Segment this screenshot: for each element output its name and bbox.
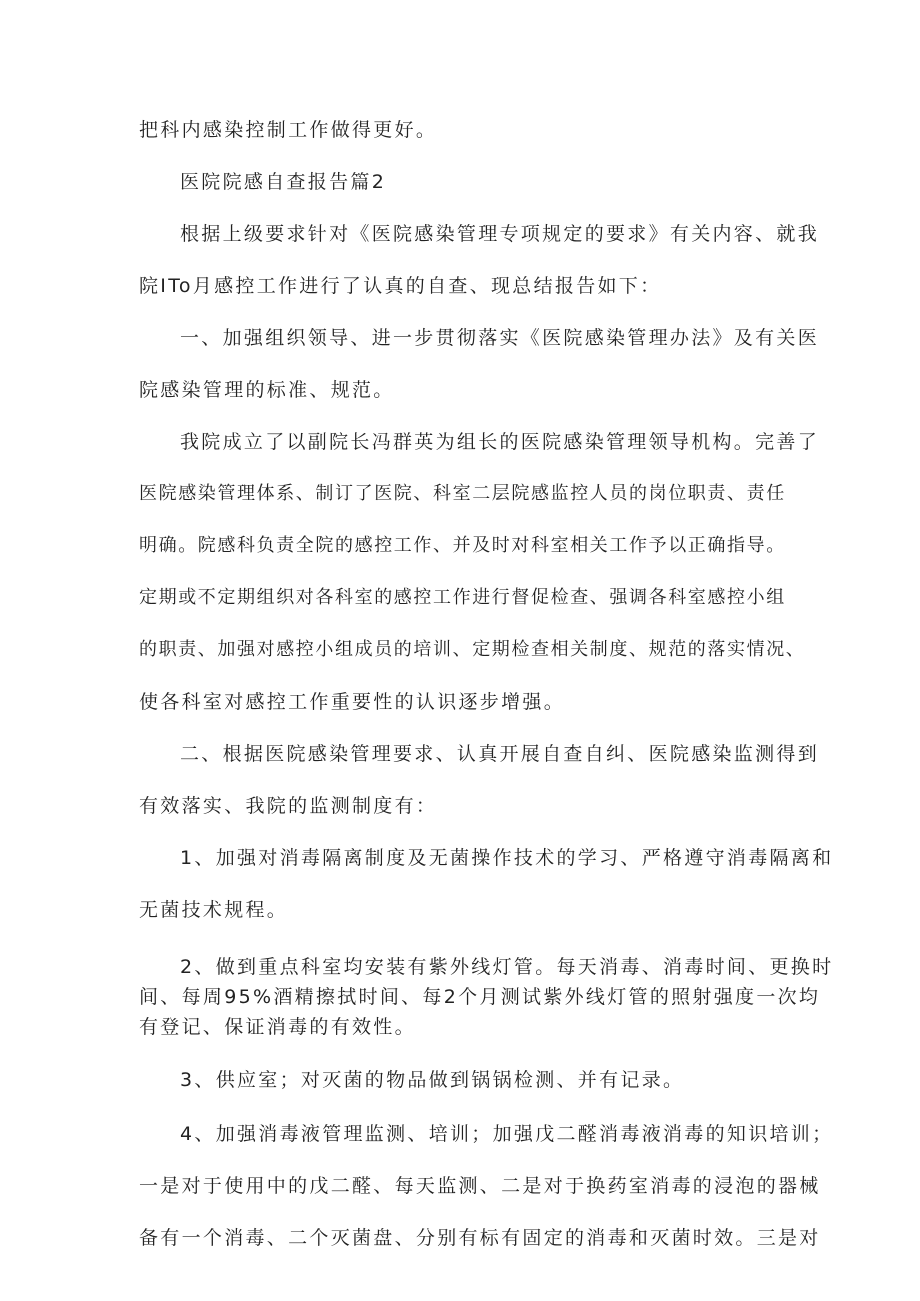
text-line: 使各科室对感控工作重要性的认识逐步增强。 [139,691,566,713]
text-line: 我院成立了以副院长冯群英为组长的医院感染管理领导机构。完善了 [180,431,820,453]
text-line: 4、加强消毒液管理监测、培训；加强戊二醛消毒液消毒的知识培训； [180,1123,834,1145]
text-line: 有登记、保证消毒的有效性。 [139,1016,416,1038]
text-line: 间、每周95%酒精擦拭时间、每2个月测试紫外线灯管的照射强度一次均 [139,986,821,1008]
text-line: 明确。院感科负责全院的感控工作、并及时对科室相关工作予以正确指导。 [139,535,786,556]
text-line: 无菌技术规程。 [139,899,289,921]
text-line: 院感染管理的标准、规范。 [139,379,395,401]
text-line: 一是对于使用中的戊二醛、每天监测、二是对于换药室消毒的浸泡的器械 [139,1175,821,1197]
section-heading: 医院院感自查报告篇2 [180,171,387,193]
text-line: 有效落实、我院的监测制度有： [139,795,438,817]
text-line: 3、供应室；对灭菌的物品做到锅锅检测、并有记录。 [180,1069,685,1091]
text-line: 院ITo月感控工作进行了认真的自查、现总结报告如下： [139,275,662,297]
text-line: 医院感染管理体系、制订了医院、科室二层院感监控人员的岗位职责、责任 [139,483,786,504]
text-line: 定期或不定期组织对各科室的感控工作进行督促检查、强调各科室感控小组 [139,587,786,608]
text-line: 一、加强组织领导、进一步贯彻落实《医院感染管理办法》及有关医 [180,327,820,349]
text-line: 2、做到重点科室均安装有紫外线灯管。每天消毒、消毒时间、更换时 [180,956,834,978]
text-line: 1、加强对消毒隔离制度及无菌操作技术的学习、严格遵守消毒隔离和 [180,847,834,869]
text-line: 的职责、加强对感控小组成员的培训、定期检查相关制度、规范的落实情况、 [139,639,806,660]
text-line: 备有一个消毒、二个灭菌盘、分别有标有固定的消毒和灭菌时效。三是对 [139,1227,821,1249]
text-line: 二、根据医院感染管理要求、认真开展自查自纠、医院感染监测得到 [180,743,820,765]
text-line: 根据上级要求针对《医院感染管理专项规定的要求》有关内容、就我 [180,223,820,245]
text-line: 把科内感染控制工作做得更好。 [139,119,438,141]
